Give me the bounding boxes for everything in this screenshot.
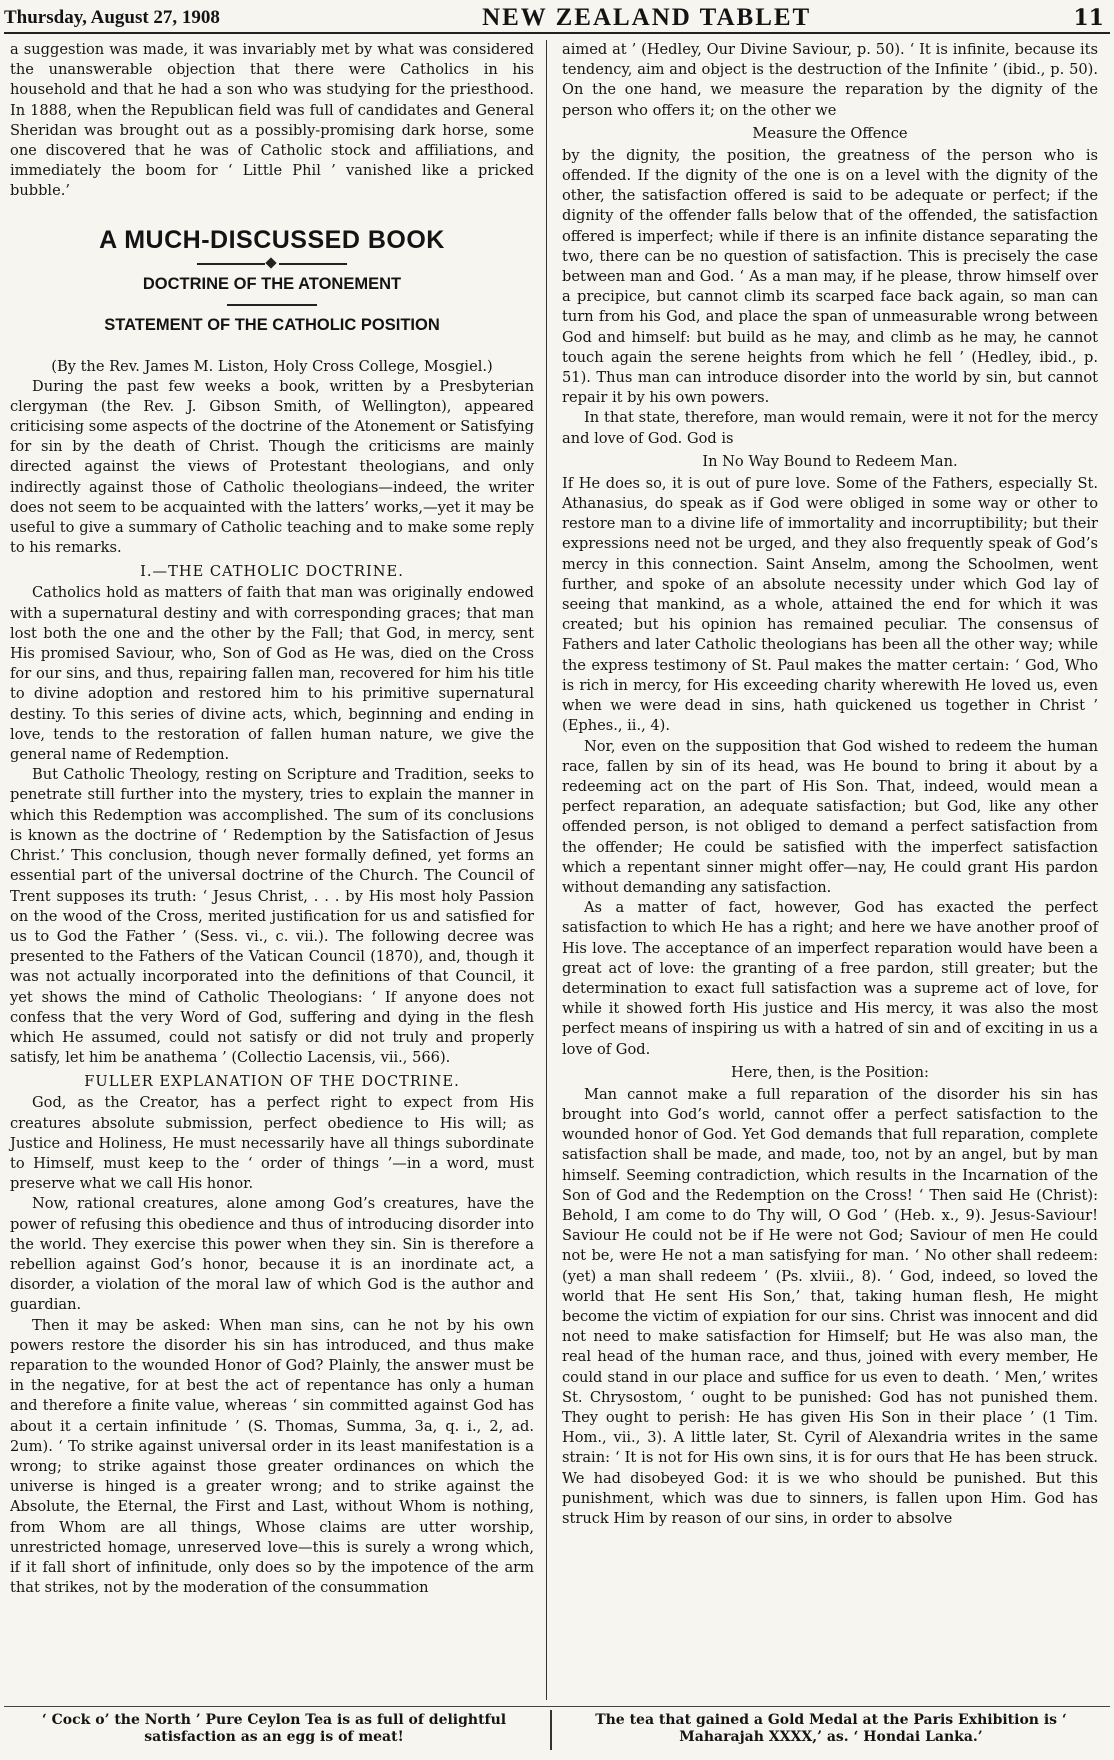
body-paragraph: Catholics hold as matters of faith that man was originally endowed with a supernatural destiny and with corresponding graces; that man lost both the one and the other by the Fall; that God, in mercy, sent His promised Saviour, who, Son of God as He was, died on the Cross for our sins, and thus, repairing fallen man, recovered for him his title to divine adoption and restored him to his primitive supernatural destiny. To this series of divine acts, which, beginning and ending in love, tends to the restoration of fallen human nature, we give the general name of Redemption. (10, 584, 534, 764)
sub-heading: Here, then, is the Position: (731, 1063, 929, 1081)
section-heading: I.—THE CATHOLIC DOCTRINE. (140, 563, 404, 581)
left-column (10, 40, 534, 1598)
sub-heading: Measure the Offence (752, 124, 908, 142)
short-rule (227, 304, 317, 306)
article-subtitle-2: STATEMENT OF THE CATHOLIC POSITION (104, 315, 440, 334)
masthead (4, 4, 1110, 34)
masthead-title: NEW ZEALAND TABLET (482, 4, 812, 31)
body-paragraph: Nor, even on the supposition that God wished to redeem the human race, fallen by sin of its head, was He bound to bring it about by a redeeming act on the part of His Son. That, indeed, would mean a perfect reparation, an adequate satisfaction; but God, like any other offended person, is not obliged to demand a perfect satisfaction from the offender; He could be satisfied with the imperfect satisfaction which a repentant sinner might offer—nay, He could grant His pardon without demanding any satisfaction. (562, 737, 1098, 896)
body-paragraph: God, as the Creator, has a perfect right to expect from His creatures absolute submission, perfect obedience to His will; as Justice and Holiness, He must necessarily have all things subordinate to Himself, must keep to the ‘ order of things ’—in a word, must preserve what we call His honor. (10, 1094, 534, 1193)
article-header (10, 226, 534, 335)
body-paragraph: As a matter of fact, however, God has exacted the perfect satisfaction to which He has a right; and here we have another proof of His love. The acceptance of an imperfect reparation would have been a great act of love: the granting of a free pardon, still greater; but the determination to exact full satisfaction was a supreme act of love, for while it showed forth His justice and His mercy, it was also the most perfect means of inspiring us with a hatred of sin and of exciting in us a love of God. (562, 899, 1098, 1058)
body-paragraph: Man cannot make a full reparation of the disorder his sin has brought into God’s world, cannot offer a perfect satisfaction to the wounded honor of God. Yet God demands that full reparation, complete satisfaction shall be made, and made, too, not by an angel, but by man himself. Seeming contradiction, which results in the Incarnation of the Son of God and the Redemption on the Cross! ‘ Then said He (Christ): Behold, I am come to do Thy will, O God ’ (Heb. x., 9). Jesus-Saviour! Saviour He could not be if He were not God; Saviour of men He could not be, were He not a man satisfying for man. ‘ No other shall redeem: (yet) a man shall redeem ’ (Ps. xlviii., 8). ‘ God, indeed, so loved the world that He sent His Son,’ that, taking human flesh, He might become the victim of expiation for our sins. Christ was innocent and did not need to make satisfaction for Himself; but He was also man, the real head of the human race, and thus, joined with every member, He could stand in our place and suffice for us even to death. ‘ Men,’ writes St. Chrysostom, ‘ ought to be punished: God has not punished them. They ought to perish: He has given His Son in their place ’ (1 Tim. Hom., vii., 3). A little later, St. Cyril of Alexandria writes in the same strain: ‘ It is not for His own sins, it is for ours that He has been struck. We had disobeyed God: it is we who should be punished. But this punishment, which was due to sinners, is fallen upon Him. God has struck Him by reason of our sins, in order to absolve (562, 1085, 1098, 1528)
column-divider (546, 40, 547, 1700)
section-heading: FULLER EXPLANATION OF THE DOCTRINE. (84, 1073, 460, 1091)
intro-paragraph: During the past few weeks a book, written by a Presbyterian clergyman (the Rev. J. Gibson Smith, of Wellington), appeared criticising some aspects of the doctrine of the Atonement or Satisfying for sin by the death of Christ. Though the criticisms are mainly directed against the views of Protestant theologians, and only indirectly against those of Catholic theologians—indeed, the writer does not seem to be acquainted with the latters’ works,—yet it may be useful to give a summary of Catholic teaching and to make some reply to his remarks. (10, 377, 534, 557)
footer-divider (550, 1710, 552, 1750)
body-paragraph: Now, rational creatures, alone among God’s creatures, have the power of refusing this obedience and thus of introducing disorder into the world. They exercise this power when they sin. Sin is therefore a rebellion against God’s honor, because it is an inordinate act, a disorder, a violation of the moral law of which God is the author and guardian. (10, 1195, 534, 1314)
body-paragraph: In that state, therefore, man would remain, were it not for the mercy and love of God. God is (562, 409, 1098, 447)
body-paragraph: If He does so, it is out of pure love. Some of the Fathers, especially St. Athanasius, do speak as if God were obliged in some way or other to restore man to a divine life of immortality and incorruptibility; but their expressions need not be urged, and they also frequently speak of God’s mercy in this connection. Saint Anselm, among the Schoolmen, went further, and spoke of an absolute necessity under which God lay of seeing that mankind, as a whole, attained the end for which it was created; but his opinion has remained peculiar. The consensus of Fathers and later Catholic theologians has been all the other way; while the express testimony of St. Paul makes the matter certain: ‘ God, Who is rich in mercy, for His exceeding charity wherewith He loved us, even when we were dead in sins, hath quickened us together in Christ ’ (Ephes., ii., 4). (562, 474, 1098, 735)
footer-rule (4, 1706, 1110, 1707)
article-subtitle: DOCTRINE OF THE ATONEMENT (142, 274, 402, 293)
article-title: A MUCH-DISCUSSED BOOK (99, 225, 445, 254)
byline: (By the Rev. James M. Liston, Holy Cross College, Mosgiel.) (51, 357, 493, 375)
right-column (562, 40, 1098, 1529)
footer-advert-right: The tea that gained a Gold Medal at the Paris Exhibition is ‘ Maharajah XXXX,’ as. ‘ Hondai Lanka.’ (595, 1712, 1067, 1745)
masthead-date: Thursday, August 27, 1908 (4, 7, 220, 28)
continuation-paragraph: a suggestion was made, it was invariably met by what was considered the unanswerable objection that there were Catholics in his household and that he had a son who was studying for the priesthood. In 1888, when the Republican field was full of candidates and General Sheridan was brought out as a possibly-promising dark horse, some one discovered that he was of Catholic stock and affiliations, and immediately the boom for ‘ Little Phil ’ vanished like a pricked bubble.’ (10, 41, 534, 200)
footer-advert-left: ‘ Cock o’ the North ’ Pure Ceylon Tea is as full of delightful satisfaction as an egg is of meat! (41, 1712, 507, 1745)
body-paragraph: But Catholic Theology, resting on Scripture and Tradition, seeks to penetrate still further into the mystery, tries to explain the manner in which this Redemption was accomplished. The sum of its conclusions is known as the doctrine of ‘ Redemption by the Satisfaction of Jesus Christ.’ This conclusion, though never formally defined, yet forms an essential part of the universal doctrine of the Church. The Council of Trent supposes its truth: ‘ Jesus Christ, . . . by His most holy Passion on the wood of the Cross, merited justification for us and satisfied for us to God the Father ’ (Sess. vi., c. vii.). The following decree was presented to the Fathers of the Vatican Council (1870), and, though it was not actually incorporated into the definitions of that Council, it yet shows the mind of Catholic Theologians: ‘ If anyone does not confess that the very Word of God, suffering and dying in the flesh which He assumed, could not satisfy or did not truly and properly satisfy, let him be anathema ’ (Collectio Lacensis, vii., 566). (10, 766, 534, 1067)
ornament-divider (197, 259, 347, 269)
continuation-paragraph: aimed at ’ (Hedley, Our Divine Saviour, p. 50). ‘ It is infinite, because its tendency, aim and object is the destruction of the Infinite ’ (ibid., p. 50). On the one hand, we measure the reparation by the dignity of the person who offers it; on the other we (562, 41, 1098, 119)
body-paragraph: Then it may be asked: When man sins, can he not by his own powers restore the disorder his sin has introduced, and thus make reparation to the wounded Honor of God? Plainly, the answer must be in the negative, for at best the act of repentance has only a human and therefore a finite value, whereas ‘ sin committed against God has about it a certain infinitude ’ (S. Thomas, Summa, 3a, q. i., 2, ad. 2um). ‘ To strike against universal order in its least manifestation is a wrong; to strike against those greater ordinances on which the universe is hinged is a greater wrong; and to strike against the Absolute, the Eternal, the First and Last, without Whom is nothing, from Whom are all things, Whose claims are utter worship, unrestricted homage, unreserved love—this is surely a wrong which, if it fall short of infinitude, only does so by the impotence of the arm that strikes, not by the moderation of the consummation (10, 1316, 534, 1597)
page-number: 11 (1073, 5, 1104, 31)
sub-heading: In No Way Bound to Redeem Man. (702, 452, 958, 470)
body-paragraph: by the dignity, the position, the greatness of the person who is offended. If the dignity of the one is on a level with the dignity of the other, the satisfaction offered is said to be adequate or perfect; if the dignity of the offender falls below that of the offended, the satisfaction offered is imperfect; while if there is an infinite distance separating the two, there can be no question of satisfaction. This is precisely the case between man and God. ‘ As a man may, if he please, throw himself over a precipice, but cannot climb its scarped face back again, so man can turn from his God, and place the span of unmeasurable wrong between God and himself: but build as he may, and climb as he may, he cannot touch again the serene heights from which he fell ’ (Hedley, ibid., p. 51). Thus man can introduce disorder into the world by sin, but cannot repair it by his own powers. (562, 146, 1098, 407)
